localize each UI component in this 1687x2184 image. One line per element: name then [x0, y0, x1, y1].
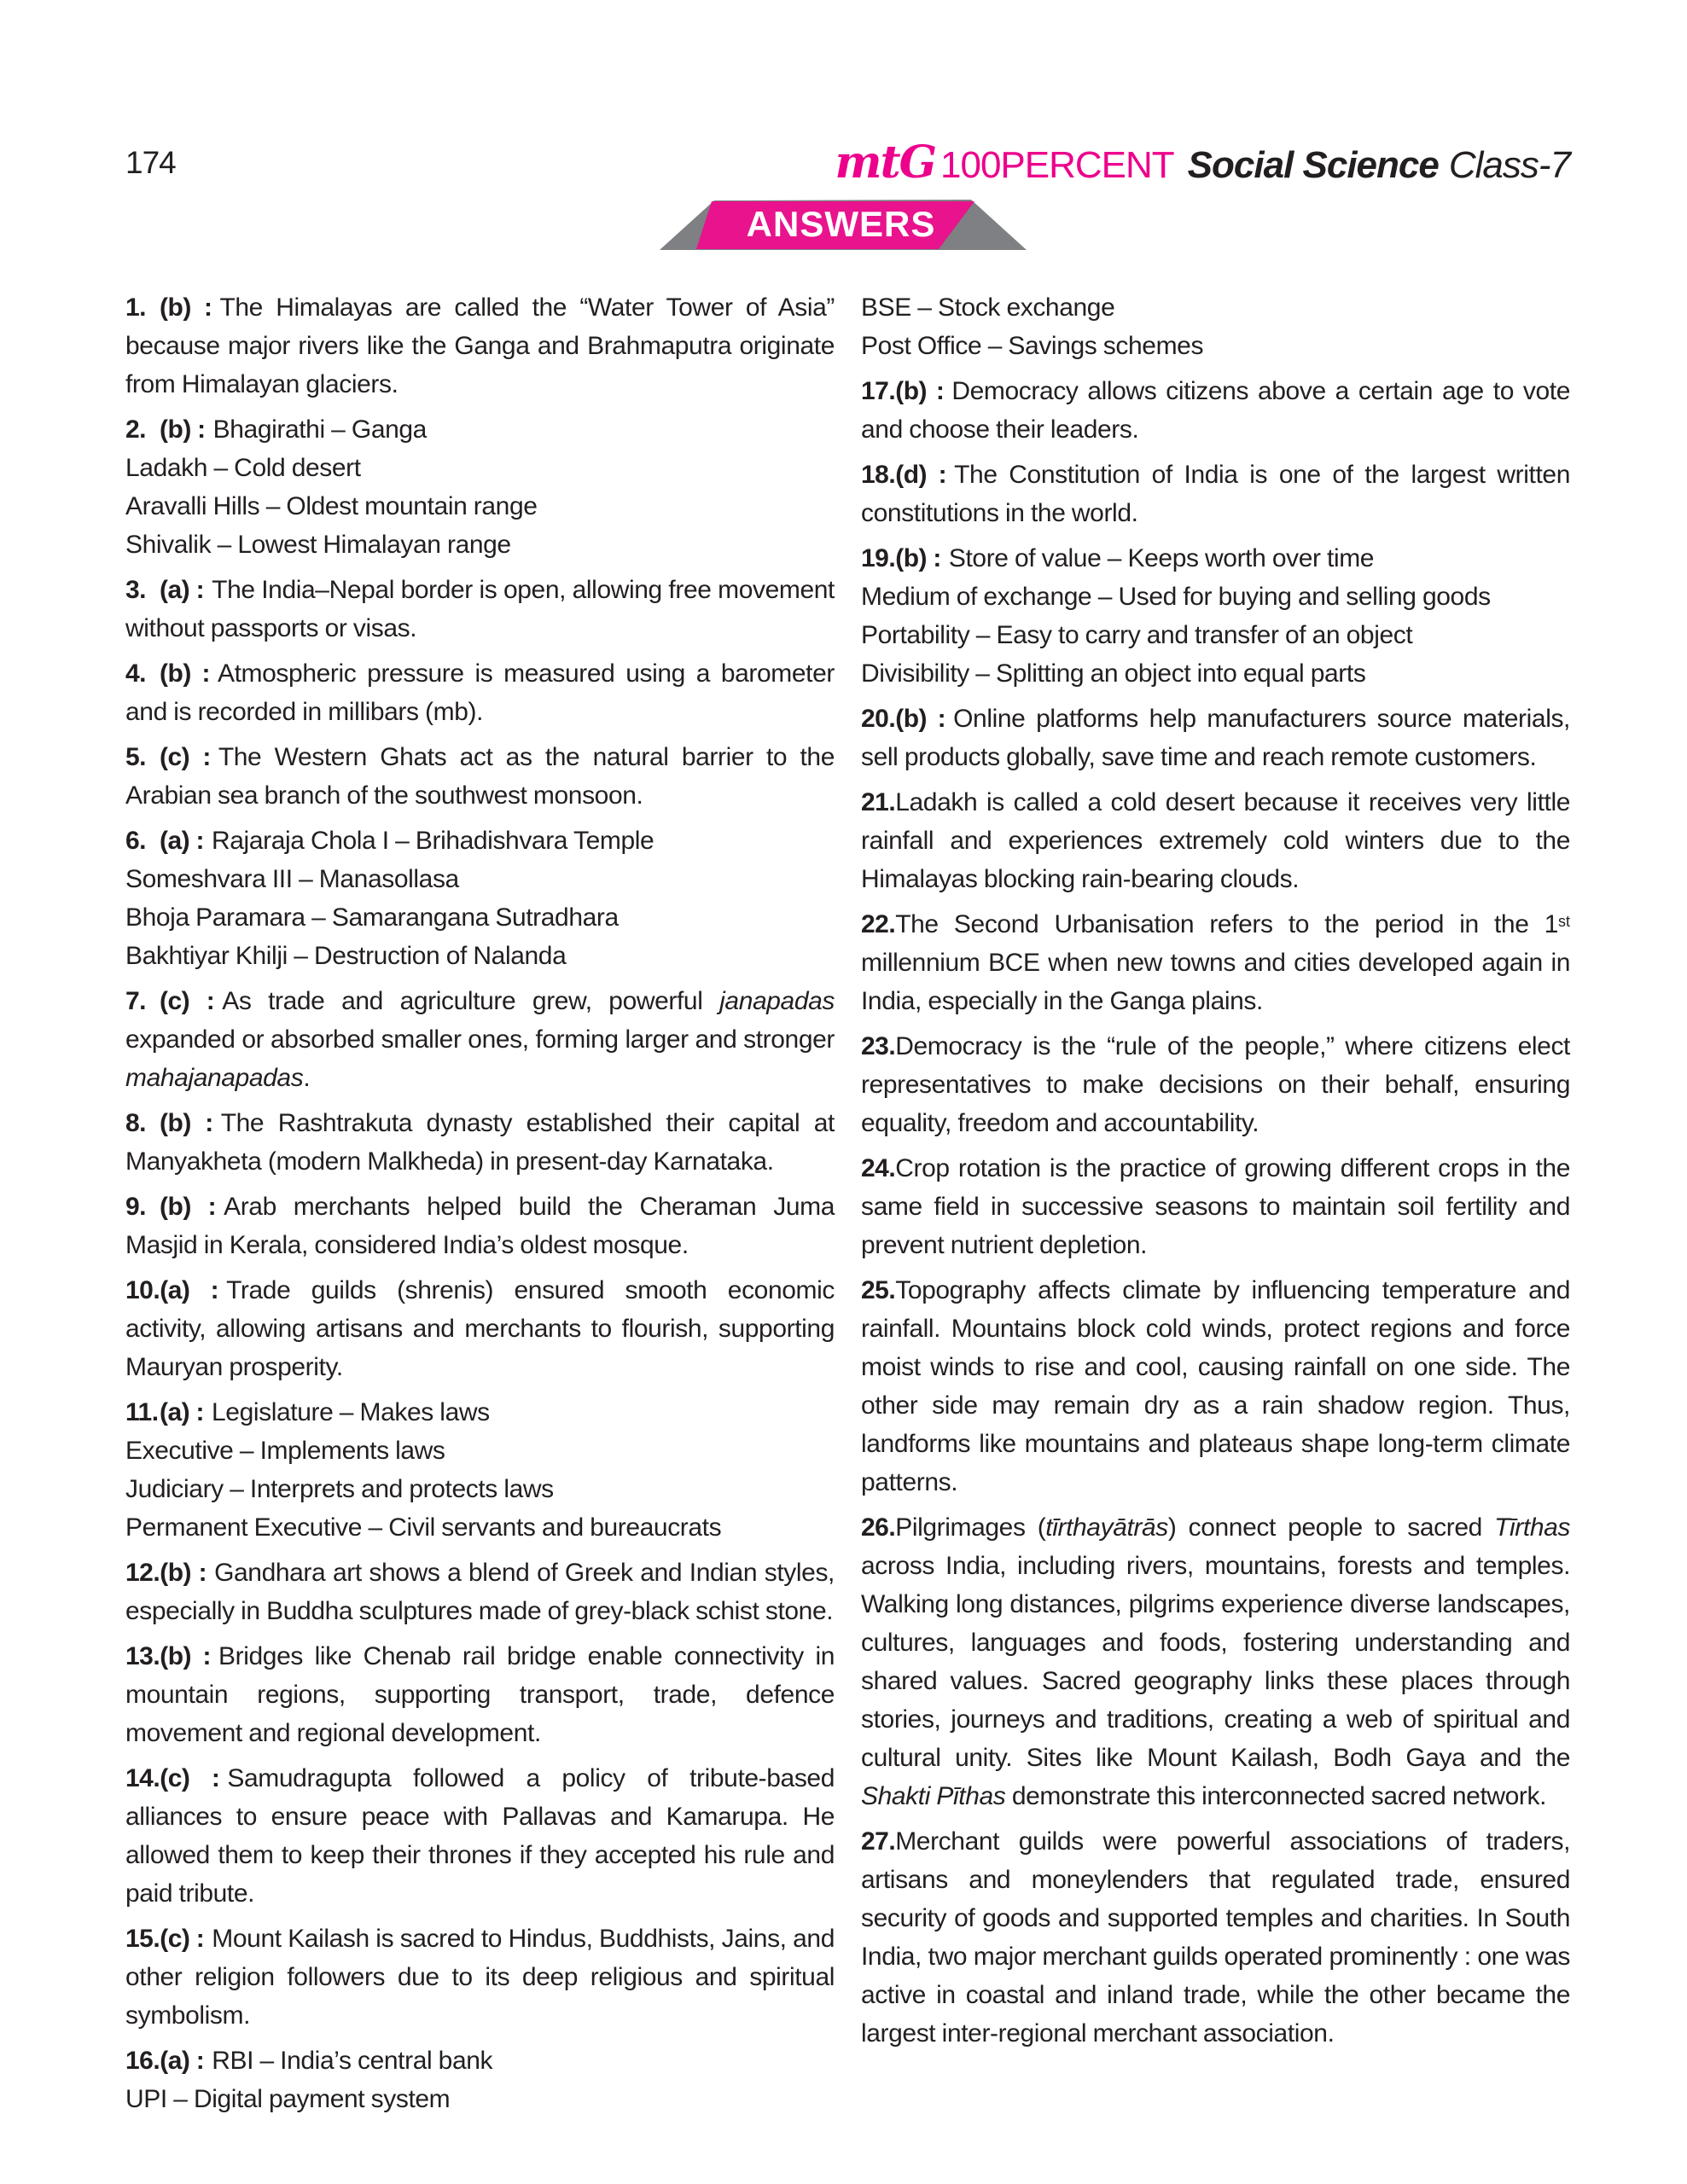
answer-item-3 — [125, 571, 835, 648]
answer-text: Bridges like Chenab rail bridge enable connectivity in mountain regions, supporting transport, trade, defence movement and regional development. — [125, 1642, 835, 1747]
answers-banner-title: ANSWERS — [746, 203, 936, 244]
answer-line — [125, 1432, 835, 1470]
answer-text: Democracy is the “rule of the people,” where citizens elect representatives to make decisions on their behalf, ensuring equality, freedom and accountability. — [861, 1032, 1570, 1137]
answer-option: (a) : — [160, 576, 205, 604]
answer-text: Aravalli Hills – Oldest mountain range — [125, 492, 538, 520]
answer-number: 18. — [861, 461, 896, 489]
answer-text: The Constitution of India is one of the largest written constitutions in the world. — [861, 461, 1570, 527]
answers-column-left — [125, 288, 835, 2118]
answer-option: (b) : — [895, 544, 941, 572]
answer-item-11 — [125, 1393, 835, 1432]
answer-option: (c) : — [160, 1925, 205, 1953]
answer-text: Judiciary – Interprets and protects laws — [125, 1475, 554, 1503]
answer-number: 24. — [861, 1154, 896, 1182]
answer-line — [125, 1470, 835, 1508]
answer-text: Atmospheric pressure is measured using a barometer and is recorded in millibars (mb). — [125, 659, 835, 726]
answer-line — [125, 1508, 835, 1547]
mtg-logo-icon: mtG — [835, 136, 935, 189]
answer-text: Legislature – Makes laws — [212, 1398, 490, 1426]
answer-text: Arab merchants helped build the Cheraman Juma Masjid in Kerala, considered India’s oldest mosque. — [125, 1193, 835, 1259]
answer-item-23 — [861, 1027, 1570, 1142]
answer-line — [125, 860, 835, 898]
answers-body — [125, 288, 1570, 2118]
answer-number: 6. — [125, 827, 147, 855]
answer-text: Samudragupta followed a policy of tribute-based alliances to ensure peace with Pallavas and Kamarupa. He allowed them to keep their thrones if they accepted his rule and paid tribute. — [125, 1764, 835, 1908]
answer-number: 10. — [125, 1276, 160, 1304]
answer-option: (a) : — [160, 2047, 205, 2075]
answer-line — [125, 898, 835, 937]
answer-option: (c) : — [160, 987, 215, 1015]
answer-line — [125, 2080, 835, 2118]
answer-line — [125, 449, 835, 487]
answer-item-16 — [125, 2042, 835, 2080]
answer-number: 13. — [125, 1642, 160, 1670]
answer-text: Pilgrimages (tīrthayātrās) connect people to sacred Tīrthas across India, including rivers, mountains, forests and temples. Walking long distances, pilgrims experience diverse landscapes, cultures, languages and foods, fostering understanding and shared values. Sacred geography links these places through stories, journeys and traditions, creating a web of spiritual and cultural unity. Sites like Mount Kailash, Bodh Gaya and the Shakti Pīthas demonstrate this interconnected sacred network. — [861, 1513, 1570, 1810]
answer-item-13 — [125, 1637, 835, 1752]
answer-option: (a) : — [160, 1398, 204, 1426]
answer-number: 15. — [125, 1925, 160, 1953]
answer-item-7 — [125, 982, 835, 1097]
answer-line — [861, 616, 1570, 654]
answer-number: 20. — [861, 705, 896, 733]
answer-number: 14. — [125, 1764, 160, 1792]
answer-text: Store of value – Keeps worth over time — [948, 544, 1375, 572]
answer-item-24 — [861, 1149, 1570, 1264]
answer-option: (b) : — [160, 1642, 212, 1670]
answers-banner — [657, 199, 1033, 252]
answer-text: Someshvara III – Manasollasa — [125, 865, 459, 893]
answer-item-25 — [861, 1271, 1570, 1502]
answer-item-4 — [125, 654, 835, 731]
answer-option: (b) : — [160, 415, 206, 444]
answer-number: 23. — [861, 1032, 896, 1060]
answer-number: 27. — [861, 1827, 896, 1856]
answer-text: Post Office – Savings schemes — [861, 332, 1204, 360]
answer-item-9 — [125, 1188, 835, 1264]
answer-text: Divisibility – Splitting an object into equal parts — [861, 659, 1366, 688]
answer-item-1 — [125, 288, 835, 404]
answer-option: (b) : — [160, 1559, 207, 1587]
answer-number: 11. — [125, 1398, 159, 1426]
answer-number: 5. — [125, 743, 147, 771]
answer-option: (b) : — [895, 705, 946, 733]
answer-option: (b) : — [160, 659, 211, 688]
answer-option: (b) : — [895, 377, 945, 405]
answer-number: 9. — [125, 1193, 147, 1221]
answer-item-20 — [861, 700, 1570, 776]
answer-text: The Western Ghats act as the natural barrier to the Arabian sea branch of the southwest monsoon. — [125, 743, 835, 810]
answer-option: (c) : — [160, 743, 211, 771]
answer-item-12 — [125, 1554, 835, 1630]
answer-text: Medium of exchange – Used for buying and selling goods — [861, 583, 1491, 611]
answer-text: The Himalayas are called the “Water Tower of Asia” because major rivers like the Ganga and Brahmaputra originate from Himalayan glaciers. — [125, 293, 835, 398]
answers-column-right — [861, 288, 1570, 2118]
answer-text: Gandhara art shows a blend of Greek and Indian styles, especially in Buddha sculptures made of grey-black schist stone. — [125, 1559, 835, 1625]
answer-line — [125, 487, 835, 526]
answer-option: (a) : — [160, 827, 204, 855]
answer-text: Shivalik – Lowest Himalayan range — [125, 531, 511, 559]
answer-text: The Second Urbanisation refers to the period in the 1st millennium BCE when new towns and cities developed again in India, especially in the Ganga plains. — [861, 910, 1570, 1015]
answer-number: 12. — [125, 1559, 160, 1587]
answer-text: Portability – Easy to carry and transfer of an object — [861, 621, 1413, 649]
answer-text: Merchant guilds were powerful associations of traders, artisans and moneylenders that regulated trade, ensured security of goods and supported temples and charities. In South India, two major merchant guilds operated prominently : one was active in coastal and inland trade, while the other became the largest inter-regional merchant association. — [861, 1827, 1570, 2048]
answer-number: 3. — [125, 576, 147, 604]
answer-line — [125, 937, 835, 975]
answer-text: Topography affects climate by influencing temperature and rainfall. Mountains block cold winds, protect regions and force moist winds to rise and cool, causing rainfall on one side. The other side may remain dry as a rain shadow region. Thus, landforms like mountains and plateaus shape long-term climate patterns. — [861, 1276, 1570, 1496]
answer-number: 25. — [861, 1276, 896, 1304]
answer-number: 4. — [125, 659, 147, 688]
answer-text: Ladakh is called a cold desert because it receives very little rainfall and experiences extremely cold winters due to the Himalayas blocking rain-bearing clouds. — [861, 788, 1570, 893]
answer-item-2 — [125, 410, 835, 449]
answer-text: Executive – Implements laws — [125, 1437, 445, 1465]
answer-text: The India–Nepal border is open, allowing free movement without passports or visas. — [125, 576, 835, 642]
answer-number: 7. — [125, 987, 147, 1015]
page-number: 174 — [125, 145, 176, 180]
answer-item-26 — [861, 1508, 1570, 1815]
answer-number: 21. — [861, 788, 896, 816]
answer-item-14 — [125, 1759, 835, 1913]
answer-option: (b) : — [160, 1193, 217, 1221]
answer-item-5 — [125, 738, 835, 815]
answer-option: (b) : — [160, 293, 212, 322]
answer-item-27 — [861, 1822, 1570, 2053]
answer-number: 17. — [861, 377, 896, 405]
answer-text: Crop rotation is the practice of growing different crops in the same field in successive seasons to maintain soil fertility and prevent nutrient depletion. — [861, 1154, 1570, 1259]
answer-item-19 — [861, 539, 1570, 578]
answer-item-22 — [861, 905, 1570, 1020]
answer-number: 1. — [125, 293, 147, 322]
answer-option: (c) : — [160, 1764, 220, 1792]
answer-item-8 — [125, 1104, 835, 1181]
answer-text: Bakhtiyar Khilji – Destruction of Nalanda — [125, 942, 567, 970]
answer-text: Ladakh – Cold desert — [125, 454, 361, 482]
answer-option: (b) : — [160, 1109, 213, 1137]
answer-item-18 — [861, 456, 1570, 532]
answer-text: RBI – India’s central bank — [212, 2047, 493, 2075]
answer-item-17 — [861, 372, 1570, 449]
answer-number: 2. — [125, 415, 147, 444]
answer-text: BSE – Stock exchange — [861, 293, 1115, 322]
answer-number: 19. — [861, 544, 896, 572]
book-subject: Social Science — [1187, 144, 1439, 186]
book-class: Class-7 — [1448, 144, 1570, 186]
answer-item-21 — [861, 783, 1570, 898]
publisher-logo — [835, 136, 1570, 189]
answer-option: (a) : — [160, 1276, 219, 1304]
answer-option: (d) : — [895, 461, 947, 489]
answer-text: UPI – Digital payment system — [125, 2085, 451, 2113]
logo-series-name: 100PERCENT — [940, 144, 1174, 186]
answer-number: 16. — [125, 2047, 160, 2075]
answer-line — [125, 526, 835, 564]
answer-line — [861, 578, 1570, 616]
answer-line — [861, 654, 1570, 693]
answer-line — [861, 288, 1570, 327]
answer-text: The Rashtrakuta dynasty established their capital at Manyakheta (modern Malkheda) in present-day Karnataka. — [125, 1109, 835, 1176]
answer-text: Democracy allows citizens above a certain age to vote and choose their leaders. — [861, 377, 1570, 444]
answer-text: Online platforms help manufacturers source materials, sell products globally, save time and reach remote customers. — [861, 705, 1570, 771]
answer-text: Bhagirathi – Ganga — [212, 415, 427, 444]
answer-number: 8. — [125, 1109, 147, 1137]
answer-line — [861, 327, 1570, 365]
answer-item-6 — [125, 822, 835, 860]
answer-text: Mount Kailash is sacred to Hindus, Buddhists, Jains, and other religion followers due to its deep religious and spiritual symbolism. — [125, 1925, 835, 2030]
answer-text: Rajaraja Chola I – Brihadishvara Temple — [212, 827, 654, 855]
answer-text: Bhoja Paramara – Samarangana Sutradhara — [125, 903, 619, 932]
answer-text: Trade guilds (shrenis) ensured smooth economic activity, allowing artisans and merchants to flourish, supporting Mauryan prosperity. — [125, 1276, 835, 1381]
answer-item-10 — [125, 1271, 835, 1386]
answer-item-15 — [125, 1920, 835, 2035]
answer-text: Permanent Executive – Civil servants and bureaucrats — [125, 1513, 722, 1542]
answer-text: As trade and agriculture grew, powerful janapadas expanded or absorbed smaller ones, forming larger and stronger mahajanapadas. — [125, 987, 835, 1092]
answer-number: 26. — [861, 1513, 896, 1542]
answer-number: 22. — [861, 910, 896, 938]
